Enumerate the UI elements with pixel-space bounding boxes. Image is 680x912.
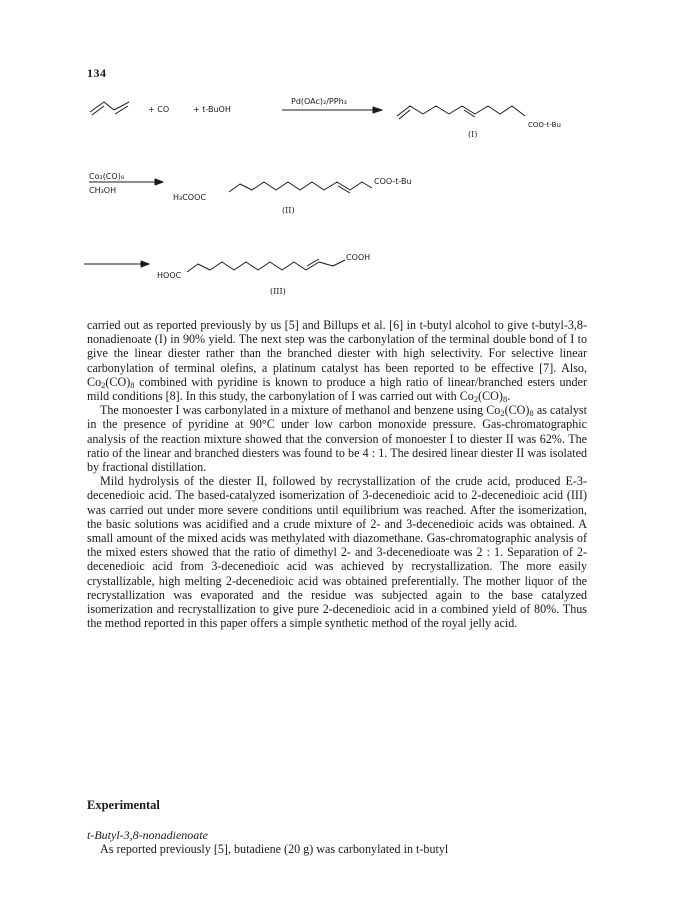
compound-label-3: (III) <box>270 287 286 296</box>
reagent-tbuoh: + t-BuOH <box>193 105 231 114</box>
section-heading-experimental: Experimental <box>87 798 160 812</box>
paragraph-1: carried out as reported previously by us [5] and Billups et al. [6] in t-butyl alcohol to give t-butyl-3,8-nonadienoate (I) in 90% yield. The next step was the carbonylation of the terminal double bond of I to give the linear diester rather than the branched diester with high selectivity. For selective linear carbonylation of terminal olefins, a platinum catalyst has been reported to be effective [7]. Also, $Co_2(CO)_8$ combined with pyridine is known to produce a high ratio of linear/branched esters under mild conditions [8]. In this study, the carbonylation of I was carried out with $Co_2(CO)_8$. <box>87 318 587 405</box>
acid-left-group: HOOC <box>157 271 182 280</box>
diester-right-group: COO-t-Bu <box>374 177 412 186</box>
butadiene-structure <box>90 102 129 115</box>
paragraph-2: The monoester I was carbonylated in a mixture of methanol and benzene using $Co_2(CO)_8$ as catalyst in the presence of pyridine at 90°C under low carbon monoxide pressure. Gas-chromatographic analysis of the reaction mixture showed that the conversion of monoester I to diester II was 62%. The ratio of the linear and branched diesters was found to be 4 : 1. The desired linear diester II was isolated by fractional distillation. <box>87 403 587 475</box>
compound-label-1: (I) <box>468 130 478 139</box>
compound-label-2: (II) <box>282 206 295 215</box>
monoester-chain <box>397 106 525 119</box>
reaction-scheme <box>0 0 680 320</box>
acid-right-group: COOH <box>346 253 371 262</box>
catalyst-pd: Pd(OAc)₂/PPh₃ <box>291 97 347 106</box>
diester-chain <box>229 182 372 193</box>
page-number: 134 <box>87 66 107 80</box>
body-text <box>87 318 587 630</box>
acid-chain <box>187 259 345 272</box>
catalyst-co: Co₂(CO)₈ <box>89 172 125 181</box>
reagent-co: + CO <box>148 105 170 114</box>
solvent-methanol: CH₃OH <box>89 186 117 195</box>
paragraph-3: Mild hydrolysis of the diester II, followed by recrystallization of the crude acid, produced E-3-decenedioic acid. The based-catalyzed isomerization of 3-decenedioic acid to 2-decenedioic acid (III) was carried out under more severe conditions until equilibrium was reached. After the isomerization, the basic solutions was acidified and a crude mixture of 2- and 3-decenedioic acids was obtained. A small amount of the mixed acids was methylated with diazomethane. Gas-chromatographic analysis of the mixed esters showed that the ratio of dimethyl 2- and 3-decenedioate was 2 : 1. Separation of 2-decenedioic acid from 3-decenedioic acid was achieved by recrystallization. The more easily crystallizable, high melting 2-decenedioic acid was obtained preferentially. The mother liquor of the recrystallization was evaporated and the residue was subjected again to the base catalyzed isomerization and recrystallization to give pure 2-decenedioic acid in a combined yield of 80%. Thus the method reported in this paper offers a simple synthetic method of the royal jelly acid. <box>87 474 587 631</box>
diester-left-group: H₃COOC <box>173 193 206 202</box>
experimental-paragraph: As reported previously [5], butadiene (20 g) was carbonylated in t-butyl <box>100 842 449 856</box>
ester-group-1: COO-t-Bu <box>528 121 561 129</box>
subsection-heading: t-Butyl-3,8-nonadienoate <box>87 828 208 842</box>
